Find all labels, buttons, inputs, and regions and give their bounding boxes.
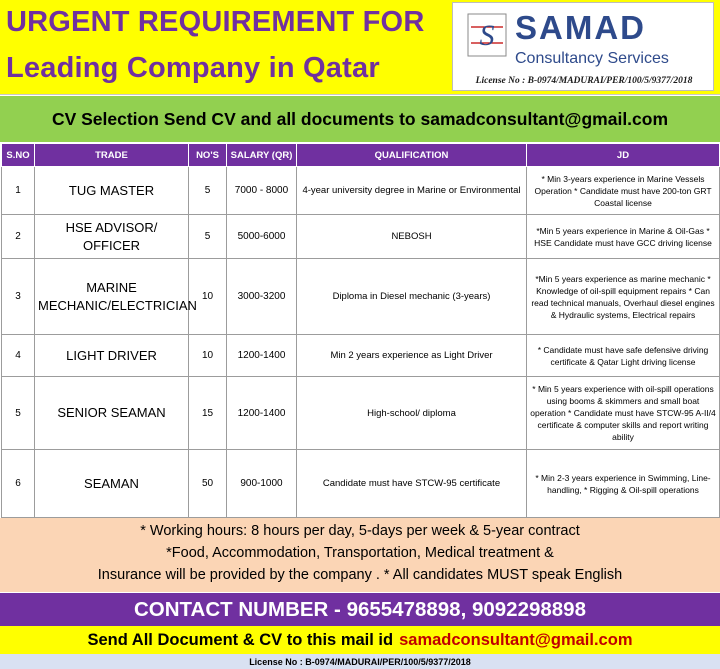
cell-qualification: 4-year university degree in Marine or Environmental xyxy=(297,167,527,215)
header-qualification: QUALIFICATION xyxy=(297,144,527,167)
cv-selection-banner: CV Selection Send CV and all documents to samadconsultant@gmail.com xyxy=(0,96,720,142)
company-logo xyxy=(452,2,714,91)
cell-qualification: NEBOSH xyxy=(297,215,527,259)
header-jd: JD xyxy=(527,144,720,167)
cell-qualification: Diploma in Diesel mechanic (3-years) xyxy=(297,259,527,335)
cell-sno: 5 xyxy=(2,377,35,450)
contact-number-banner: CONTACT NUMBER - 9655478898, 9092298898 xyxy=(0,593,720,626)
cell-trade: SEAMAN xyxy=(35,450,189,518)
cell-sno: 6 xyxy=(2,450,35,518)
logo-mark-letter: S xyxy=(479,19,495,52)
cell-nos: 10 xyxy=(189,259,227,335)
cell-qualification: Min 2 years experience as Light Driver xyxy=(297,335,527,377)
cell-nos: 5 xyxy=(189,167,227,215)
jobs-table xyxy=(1,143,720,518)
cell-jd: *Min 5 years experience as marine mechanic * Knowledge of oil-spill equipment repairs * Can read technical manuals, Overhaul diesel engines & Hydraulic systems, Electrical repairs xyxy=(527,259,720,335)
info-working-hours: * Working hours: 8 hours per day, 5-days per week & 5-year contract xyxy=(140,523,580,539)
logo-license: License No : B-0974/MADURAI/PER/100/5/9377/2018 xyxy=(475,76,693,86)
cell-trade: LIGHT DRIVER xyxy=(35,335,189,377)
cell-jd: *Min 5 years experience in Marine & Oil-Gas * HSE Candidate must have GCC driving license xyxy=(527,215,720,259)
cell-salary: 900-1000 xyxy=(227,450,297,518)
cell-trade: MARINE MECHANIC/ELECTRICIAN xyxy=(35,259,189,335)
table-row xyxy=(2,335,720,377)
cell-sno: 1 xyxy=(2,167,35,215)
cell-sno: 2 xyxy=(2,215,35,259)
table-row xyxy=(2,259,720,335)
cell-salary: 1200-1400 xyxy=(227,377,297,450)
info-insurance: Insurance will be provided by the company . * All candidates MUST speak English xyxy=(97,567,623,583)
cell-salary: 1200-1400 xyxy=(227,335,297,377)
header-banner xyxy=(0,0,720,95)
headline-urgent: URGENT REQUIREMENT FOR xyxy=(6,6,425,38)
email-link[interactable]: samadconsultant@gmail.com xyxy=(399,630,633,649)
cell-salary: 7000 - 8000 xyxy=(227,167,297,215)
cell-trade: HSE ADVISOR/ OFFICER xyxy=(35,215,189,259)
benefits-info xyxy=(0,518,720,592)
headline-company: Leading Company in Qatar xyxy=(6,52,380,84)
cell-jd: * Min 5 years experience with oil-spill operations using booms & skimmers and small boat operation * Candidate must have STCW-95 A-II/4 certificate & computer skills and report writing ability xyxy=(527,377,720,450)
table-header-row xyxy=(2,144,720,167)
table-row xyxy=(2,377,720,450)
cell-salary: 5000-6000 xyxy=(227,215,297,259)
cell-trade: SENIOR SEAMAN xyxy=(35,377,189,450)
logo-name: SAMAD xyxy=(515,9,646,46)
cell-sno: 4 xyxy=(2,335,35,377)
header-trade: TRADE xyxy=(35,144,189,167)
table-row xyxy=(2,215,720,259)
footer-license: License No : B-0974/MADURAI/PER/100/5/9377/2018 xyxy=(0,654,720,669)
cell-sno: 3 xyxy=(2,259,35,335)
cell-trade: TUG MASTER xyxy=(35,167,189,215)
header-salary: SALARY (QR) xyxy=(227,144,297,167)
cell-jd: * Min 3-years experience in Marine Vessels Operation * Candidate must have 200-ton GRT Coastal license xyxy=(527,167,720,215)
cell-nos: 15 xyxy=(189,377,227,450)
cell-nos: 50 xyxy=(189,450,227,518)
cell-nos: 5 xyxy=(189,215,227,259)
table-row xyxy=(2,167,720,215)
cell-jd: * Min 2-3 years experience in Swimming, Line-handling, * Rigging & Oil-spill operations xyxy=(527,450,720,518)
cell-qualification: High-school/ diploma xyxy=(297,377,527,450)
mail-line xyxy=(0,626,720,654)
header-nos: NO'S xyxy=(189,144,227,167)
cell-jd: * Candidate must have safe defensive driving certificate & Qatar Light driving license xyxy=(527,335,720,377)
logo-subtitle: Consultancy Services xyxy=(515,50,669,67)
mail-prefix: Send All Document & CV to this mail id xyxy=(87,630,394,649)
cell-salary: 3000-3200 xyxy=(227,259,297,335)
samad-logo-icon xyxy=(467,13,507,57)
cell-qualification: Candidate must have STCW-95 certificate xyxy=(297,450,527,518)
cell-nos: 10 xyxy=(189,335,227,377)
info-benefits: *Food, Accommodation, Transportation, Medical treatment & xyxy=(166,545,554,561)
header-sno: S.NO xyxy=(2,144,35,167)
table-row xyxy=(2,450,720,518)
